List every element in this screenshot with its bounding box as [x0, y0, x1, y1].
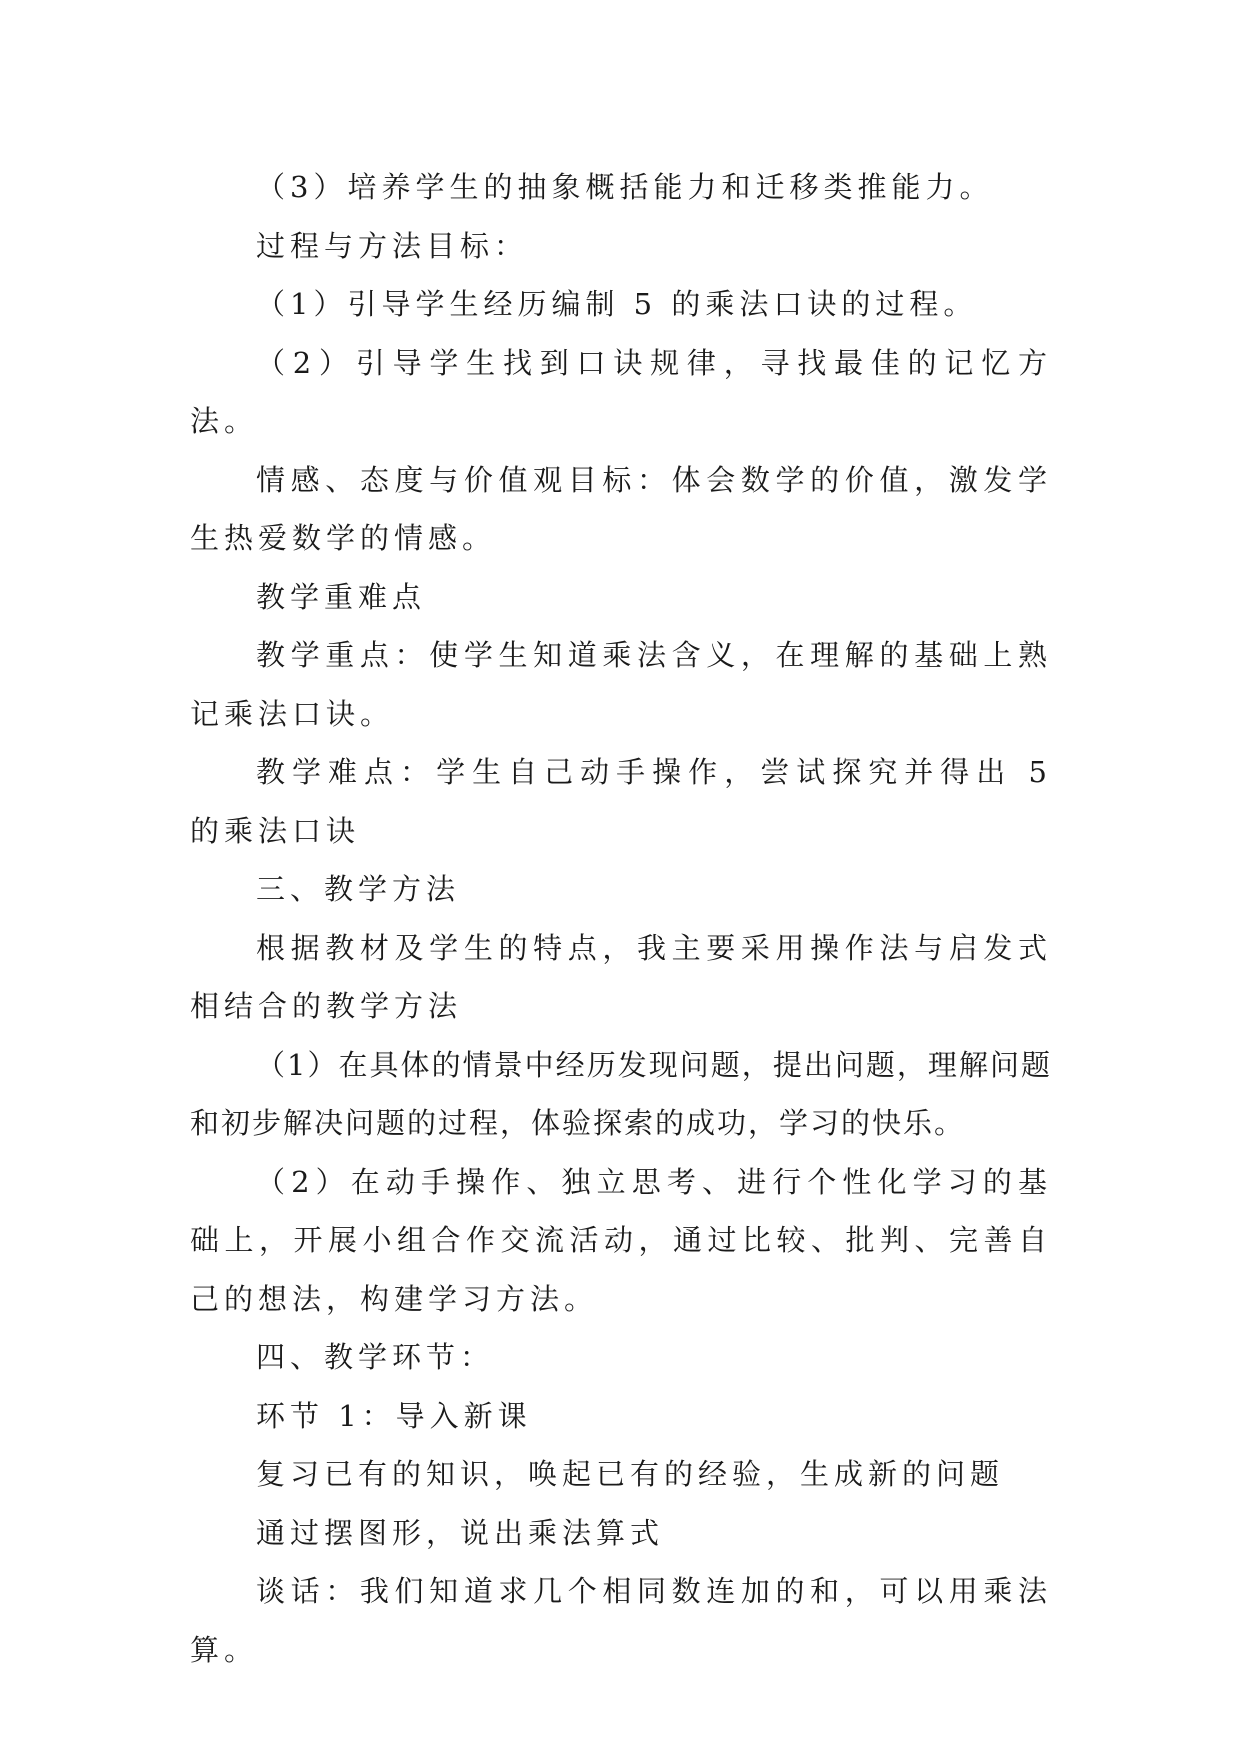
- paragraph-step-1-title: 环节 1：导入新课: [256, 1398, 532, 1433]
- paragraph-process-goal-2: （2）引导学生找到口诀规律，寻找最佳的记忆方法。: [190, 345, 1052, 438]
- paragraph-ability-goal: （3）培养学生的抽象概括能力和迁移类推能力。: [256, 170, 994, 204]
- paragraph-method-1: （1）在具体的情景中经历发现问题，提出问题，理解问题和初步解决问题的过程，体验探索的成功，学习的快乐。: [190, 1047, 1052, 1140]
- paragraph-step-1-talk: 谈话：我们知道求几个相同数连加的和，可以用乘法算。: [190, 1574, 1052, 1667]
- paragraph-teaching-difficulty: 教学难点：学生自己动手操作，尝试探究并得出 5 的乘法口诀: [190, 755, 1052, 848]
- paragraph-emotion-goal: 情感、态度与价值观目标：体会数学的价值，激发学生热爱数学的情感。: [190, 462, 1052, 555]
- document-body: [190, 158, 1052, 1679]
- paragraph-step-1-shapes: 通过摆图形，说出乘法算式: [256, 1515, 665, 1550]
- paragraph-method-intro: 根据教材及学生的特点，我主要采用操作法与启发式相结合的教学方法: [190, 930, 1052, 1023]
- paragraph-teaching-key-point: 教学重点：使学生知道乘法含义，在理解的基础上熟记乘法口诀。: [190, 638, 1052, 731]
- paragraph-method-2: （2）在动手操作、独立思考、进行个性化学习的基础上，开展小组合作交流活动，通过比较、批判、完善自己的想法，构建学习方法。: [190, 1164, 1052, 1316]
- paragraph-process-goal-1: （1）引导学生经历编制 5 的乘法口诀的过程。: [256, 287, 978, 321]
- section-heading-teaching-steps: 四、教学环节：: [256, 1340, 495, 1374]
- paragraph-step-1-review: 复习已有的知识，唤起已有的经验，生成新的问题: [256, 1457, 1005, 1491]
- paragraph-key-difficulty-heading: 教学重难点: [256, 579, 427, 614]
- paragraph-process-method-goal-heading: 过程与方法目标：: [256, 228, 529, 263]
- section-heading-teaching-method: 三、教学方法: [256, 872, 461, 906]
